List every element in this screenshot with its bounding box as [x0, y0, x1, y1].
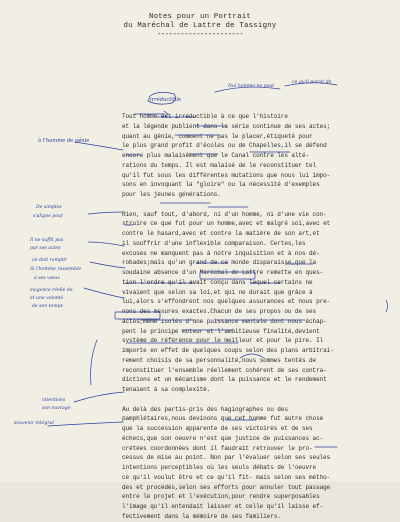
text-line: dictions et un mécanisme dont la puissance et le rendement — [122, 376, 327, 384]
text-line: le plus grand profit d'écoles ou de Chapelles,il se défend — [122, 142, 327, 150]
text-line: reconstituer l'ensemble réellement cohérent de ses contra- — [122, 366, 327, 374]
text-line: crétées coordonnées dont il faudrait retrouver le pro- — [122, 444, 313, 452]
annotation-margin-5: par ses actes — [30, 246, 61, 251]
text-line: excuses ne manquent pas à notre inquisition et à nos dé- — [122, 249, 320, 257]
annotation-margin-3: s'aligne pour — [33, 214, 64, 219]
text-line: cessus de mise au point. Non par l'évaluer selon ses seules — [122, 454, 331, 462]
annotation-top-1: irréductible — [150, 97, 182, 103]
annotation-margin-14: souvenir intégral — [14, 421, 54, 426]
text-line: échecs,que son oeuvre n'est que justice de puissances ac- — [122, 434, 324, 442]
text-line: Rien, sauf tout, d'abord, ni d'un homme, ni d'une vie con- — [122, 210, 327, 218]
annotation-margin-7: Si l'homme rassemble — [30, 267, 82, 272]
text-line: pour les jeunes générations. — [122, 191, 221, 198]
text-line: tenaient à sa complexité. — [122, 386, 211, 393]
text-line: pamphlétaires,nous devinons que cet homme fut autre chose — [122, 415, 324, 423]
text-line: des et procédés,selon ses efforts pour annuler tout passage — [122, 483, 331, 491]
text-line: encore plus malaisément que le Canal contre les alté- — [122, 152, 310, 159]
annotation-margin-2: De simples — [36, 205, 62, 210]
annotation-margin-10: et une volonté — [30, 296, 64, 301]
text-line: struire ce que fut pour un homme,avec et malgré soi,avec et — [122, 220, 331, 228]
text-line: vivaient que selon sa loi,et qui ne durait que grâce à — [122, 288, 313, 296]
text-line: l'image qu'il entendait laisser et celle qu'il laisse ef- — [122, 503, 324, 510]
text-line: actes,même isolés d'une puissance mentale dont nous échap- — [122, 317, 327, 325]
text-line: robades;mais qu'un grand de ce monde disparaisse,que la — [122, 259, 317, 267]
text-line: fectivement dans la mémoire de ses familiers. — [122, 512, 281, 520]
document-title-line-2: du Maréchal de Lattre de Tassigny — [123, 22, 277, 30]
typed-body-text — [122, 112, 394, 522]
annotation-margin-8: à ses vœux — [34, 276, 60, 281]
annotation-margin-6: on doit remplir — [32, 258, 68, 263]
annotation-margin-4: Il ne suffit pas — [30, 238, 64, 243]
annotation-margin-11: de son temps — [32, 304, 63, 309]
text-line: contre le hasard,avec et contre la matière de son art,et — [122, 230, 320, 237]
text-line: intentions perceptibles où les seuls débats de l'oeuvre — [122, 464, 317, 471]
text-line: importe en effet de quelques coups selon des plans arbitrai- — [122, 347, 334, 354]
annotation-margin-1: à l'homme de génie — [38, 138, 90, 144]
annotation-margin-13: son ouvrage — [42, 406, 71, 411]
text-line: quant au génie, comment ne pas le placer,étiqueté pour — [122, 132, 313, 140]
annotation-margin-12: intentions — [42, 398, 66, 403]
text-line: ce qu'il voulut être et ce qu'il fit- mais selon ses métho- — [122, 473, 331, 481]
text-line: que la succession apparente de ses victoires et de ses — [122, 425, 313, 432]
annotation-top-3: ce qu'il parait de — [292, 80, 332, 85]
text-line: Tout homme est irréductible à ce que l'histoire — [122, 113, 288, 120]
annotation-top-2: Nul homme ne peut — [228, 84, 275, 89]
document-title-line-1: Notes pour un Portrait — [149, 13, 251, 21]
text-line: tion l'ordre qu'il avait conçu dans lequel certains ne — [122, 278, 313, 286]
text-line: entre le projet et l'exécution,pour rendre superposables — [122, 493, 320, 501]
document-title-rule: ---------------------- — [156, 31, 244, 39]
text-line: rement choisis de sa personnalité,nous sommes tentés de — [122, 356, 317, 364]
text-line: Au delà des partis-pris des hagiographes ou des — [122, 405, 288, 413]
text-line: rations du temps. Il est malaisé de le reconstituer tel — [122, 161, 317, 169]
paragraph-gap — [122, 200, 394, 210]
text-line: lui,alors s'effondrent nos quelques assurances et nous pre- — [122, 298, 331, 306]
text-line: soudaine absence d'un Maréchal de Lattre remette en ques- — [122, 269, 324, 276]
text-line: qu'il fut sous les différentes mutations que nous lui impo- — [122, 171, 331, 179]
annotation-margin-9: exigence réelle de — [30, 288, 73, 293]
text-line: et la légende publient dans la série continue de ses actes; — [122, 122, 331, 130]
text-line: sons en invoquant la "gloire" ou la nécessité d'exemples — [122, 181, 320, 189]
text-line: pent le principe moteur et l'ambitieuse finalité,devient — [122, 327, 320, 335]
text-line: nons des mesures exactes.Chacun de ses propos ou de ses — [122, 308, 317, 315]
text-line: il souffrir d'une inflexible comparaison. Certes,les — [122, 239, 306, 247]
text-line: système de référence pour le meilleur et pour le pire. Il — [122, 337, 324, 345]
paragraph-gap — [122, 395, 394, 405]
